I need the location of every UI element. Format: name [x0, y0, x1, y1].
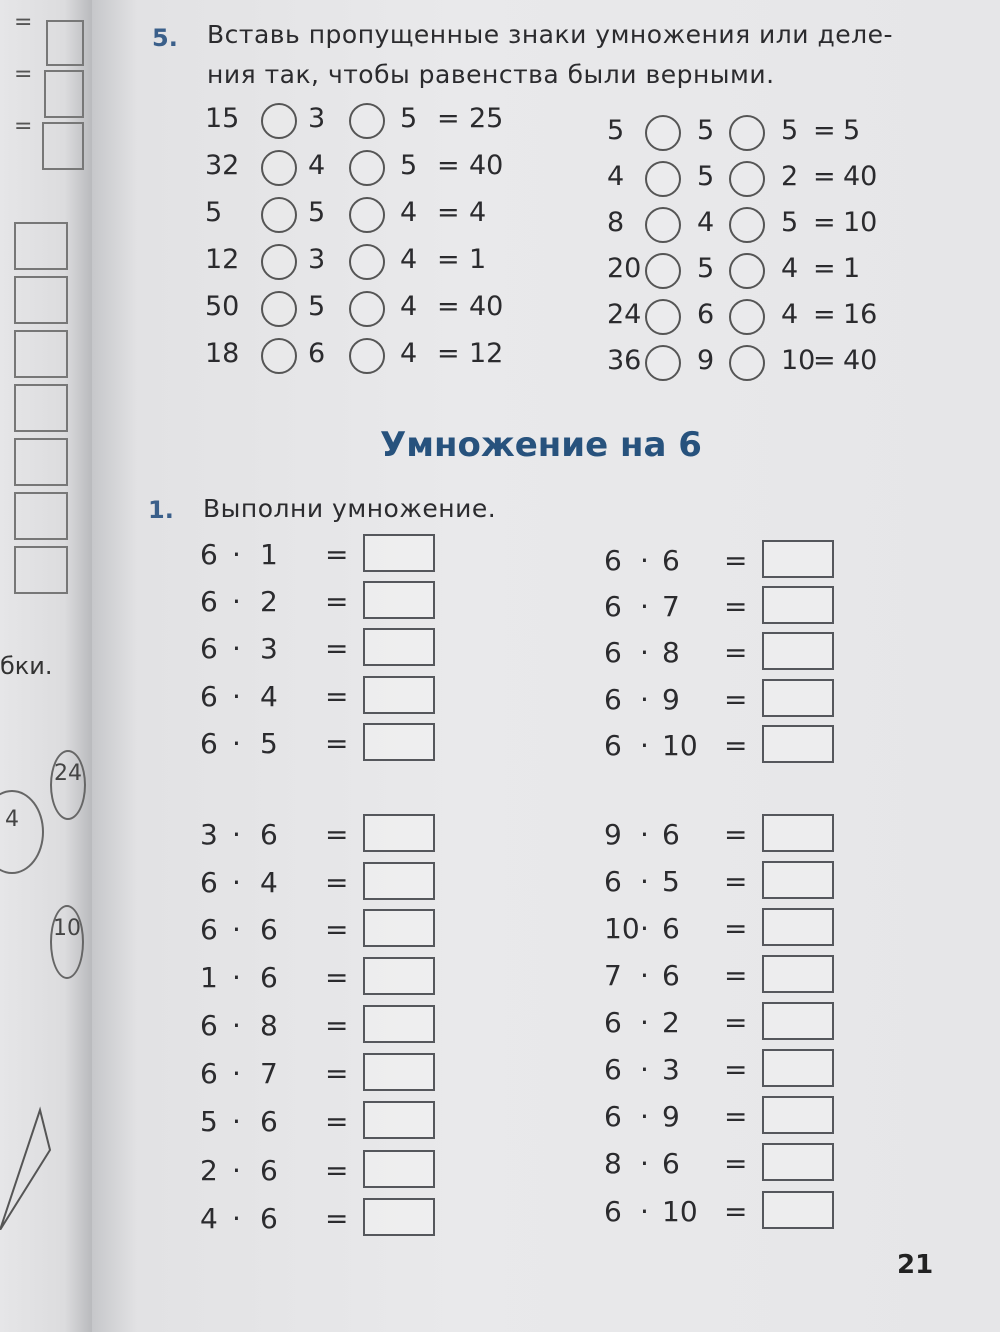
- answer-box[interactable]: [762, 1049, 834, 1087]
- factor-b: 4: [260, 866, 278, 899]
- multiplication-row: [200, 866, 460, 906]
- equals-sign: =: [813, 115, 836, 146]
- sign-circle-2[interactable]: [349, 197, 385, 233]
- multiplication-row: [200, 585, 460, 625]
- sign-circle-2[interactable]: [729, 299, 765, 335]
- sign-circle-2[interactable]: [729, 161, 765, 197]
- operand-a: 5: [205, 197, 223, 228]
- equals-sign: =: [724, 1006, 748, 1039]
- sign-circle-2[interactable]: [729, 115, 765, 151]
- equation-row: [205, 150, 525, 190]
- factor-b: 9: [662, 1100, 680, 1133]
- multiplication-row: [200, 680, 460, 720]
- operand-b: 6: [697, 299, 715, 330]
- factor-a: 6: [200, 866, 218, 899]
- answer-box[interactable]: [363, 1150, 435, 1188]
- multiplication-row: [200, 1105, 460, 1145]
- operand-b: 5: [308, 291, 326, 322]
- answer-box[interactable]: [762, 1096, 834, 1134]
- equation-row: [205, 197, 525, 237]
- equals-sign: =: [724, 544, 748, 577]
- factor-a: 6: [200, 913, 218, 946]
- result: 40: [469, 150, 504, 181]
- answer-box[interactable]: [762, 632, 834, 670]
- result: 4: [469, 197, 487, 228]
- operand-c: 4: [781, 299, 799, 330]
- factor-b: 3: [260, 632, 278, 665]
- operand-c: 5: [781, 115, 799, 146]
- task1-number: 1.: [148, 496, 174, 524]
- factor-a: 3: [200, 818, 218, 851]
- sign-circle-2[interactable]: [349, 291, 385, 327]
- answer-box[interactable]: [762, 1143, 834, 1181]
- factor-a: 2: [200, 1154, 218, 1187]
- multiplication-row: [604, 1006, 864, 1046]
- strip-answer-box: [46, 20, 84, 66]
- strip-equals: =: [14, 10, 33, 35]
- operand-c: 4: [400, 338, 418, 369]
- equals-sign: =: [325, 1057, 349, 1090]
- multiply-sign: ·: [232, 585, 241, 618]
- equals-sign: =: [724, 1147, 748, 1180]
- page-number: 21: [897, 1250, 934, 1280]
- multiply-sign: ·: [232, 1202, 241, 1235]
- factor-a: 6: [200, 727, 218, 760]
- factor-a: 6: [200, 632, 218, 665]
- task5-number: 5.: [152, 24, 178, 52]
- factor-b: 8: [260, 1009, 278, 1042]
- equals-sign: =: [325, 818, 349, 851]
- factor-a: 6: [604, 865, 622, 898]
- operand-c: 5: [400, 150, 418, 181]
- factor-a: 6: [604, 1006, 622, 1039]
- equals-sign: =: [724, 959, 748, 992]
- answer-box[interactable]: [762, 955, 834, 993]
- answer-box[interactable]: [762, 586, 834, 624]
- multiply-sign: ·: [640, 1100, 649, 1133]
- result: 16: [843, 299, 878, 330]
- multiplication-row: [604, 1195, 864, 1235]
- sign-circle-1[interactable]: [645, 161, 681, 197]
- answer-box[interactable]: [762, 1002, 834, 1040]
- operand-c: 4: [781, 253, 799, 284]
- multiply-sign: ·: [232, 1154, 241, 1187]
- multiplication-row: [200, 1202, 460, 1242]
- strip-answer-box: [14, 438, 68, 486]
- answer-box[interactable]: [363, 814, 435, 852]
- sign-circle-2[interactable]: [729, 253, 765, 289]
- operand-c: 5: [400, 103, 418, 134]
- strip-fragment-text: бки.: [0, 652, 53, 680]
- operand-a: 5: [607, 115, 625, 146]
- operand-b: 5: [697, 253, 715, 284]
- equals-sign: =: [724, 683, 748, 716]
- multiplication-row: [604, 912, 864, 952]
- factor-b: 5: [662, 865, 680, 898]
- factor-b: 6: [260, 1154, 278, 1187]
- result: 1: [469, 244, 487, 275]
- operand-a: 24: [607, 299, 642, 330]
- sign-circle-1[interactable]: [261, 338, 297, 374]
- multiply-sign: ·: [640, 1006, 649, 1039]
- answer-box[interactable]: [363, 1198, 435, 1236]
- equation-row: [607, 345, 927, 385]
- factor-a: 5: [200, 1105, 218, 1138]
- multiply-sign: ·: [640, 818, 649, 851]
- factor-a: 6: [604, 636, 622, 669]
- equation-row: [607, 115, 927, 155]
- operand-c: 5: [781, 207, 799, 238]
- factor-a: 4: [200, 1202, 218, 1235]
- operand-a: 15: [205, 103, 240, 134]
- multiply-sign: ·: [640, 590, 649, 623]
- factor-b: 6: [662, 818, 680, 851]
- strip-answer-box: [14, 330, 68, 378]
- factor-b: 1: [260, 538, 278, 571]
- equals-sign: =: [813, 161, 836, 192]
- equals-sign: =: [325, 1202, 349, 1235]
- result: 12: [469, 338, 504, 369]
- multiply-sign: ·: [232, 1105, 241, 1138]
- factor-b: 6: [260, 818, 278, 851]
- multiply-sign: ·: [232, 538, 241, 571]
- operand-a: 18: [205, 338, 240, 369]
- strip-equals: =: [14, 62, 33, 87]
- operand-a: 36: [607, 345, 642, 376]
- multiplication-row: [604, 544, 864, 584]
- factor-b: 10: [662, 729, 698, 762]
- task5-text-line1: Вставь пропущенные знаки умножения или деле-: [207, 20, 894, 49]
- factor-a: 6: [604, 1053, 622, 1086]
- answer-box[interactable]: [762, 861, 834, 899]
- strip-answer-box: [14, 384, 68, 432]
- factor-a: 6: [200, 538, 218, 571]
- factor-b: 5: [260, 727, 278, 760]
- factor-a: 6: [604, 729, 622, 762]
- sign-circle-1[interactable]: [645, 299, 681, 335]
- multiply-sign: ·: [232, 680, 241, 713]
- operand-a: 32: [205, 150, 240, 181]
- equals-sign: =: [724, 912, 748, 945]
- section-title: Умножение на 6: [380, 425, 702, 465]
- factor-a: 9: [604, 818, 622, 851]
- sign-circle-1[interactable]: [261, 103, 297, 139]
- multiply-sign: ·: [640, 729, 649, 762]
- equation-row: [205, 338, 525, 378]
- equation-row: [607, 253, 927, 293]
- equals-sign: =: [325, 1105, 349, 1138]
- task5-text-line2: ния так, чтобы равенства были верными.: [207, 60, 775, 89]
- sign-circle-2[interactable]: [729, 345, 765, 381]
- equation-row: [607, 161, 927, 201]
- equals-sign: =: [325, 913, 349, 946]
- sign-circle-2[interactable]: [349, 103, 385, 139]
- multiply-sign: ·: [640, 959, 649, 992]
- factor-a: 7: [604, 959, 622, 992]
- operand-a: 8: [607, 207, 625, 238]
- equals-sign: =: [325, 1009, 349, 1042]
- answer-box[interactable]: [363, 676, 435, 714]
- equals-sign: =: [724, 818, 748, 851]
- factor-a: 1: [200, 961, 218, 994]
- operand-b: 3: [308, 244, 326, 275]
- equals-sign: =: [325, 680, 349, 713]
- answer-box[interactable]: [762, 1191, 834, 1229]
- equals-sign: =: [724, 1053, 748, 1086]
- multiplication-row: [200, 1154, 460, 1194]
- equals-sign: =: [437, 338, 460, 369]
- factor-a: 6: [604, 1195, 622, 1228]
- operand-b: 5: [308, 197, 326, 228]
- sign-circle-1[interactable]: [261, 244, 297, 280]
- multiply-sign: ·: [232, 727, 241, 760]
- equals-sign: =: [724, 729, 748, 762]
- result: 40: [469, 291, 504, 322]
- sign-circle-2[interactable]: [349, 150, 385, 186]
- left-page-strip: [0, 0, 92, 1332]
- factor-a: 6: [604, 590, 622, 623]
- sign-circle-1[interactable]: [261, 150, 297, 186]
- equation-row: [607, 207, 927, 247]
- answer-box[interactable]: [363, 1053, 435, 1091]
- multiplication-row: [200, 1057, 460, 1097]
- result: 10: [843, 207, 878, 238]
- factor-b: 3: [662, 1053, 680, 1086]
- strip-answer-box: [14, 492, 68, 540]
- multiply-sign: ·: [640, 683, 649, 716]
- factor-b: 9: [662, 683, 680, 716]
- multiply-sign: ·: [640, 865, 649, 898]
- answer-box[interactable]: [363, 862, 435, 900]
- equals-sign: =: [813, 345, 836, 376]
- sign-circle-2[interactable]: [729, 207, 765, 243]
- operand-b: 4: [697, 207, 715, 238]
- factor-b: 6: [260, 913, 278, 946]
- multiplication-row: [200, 632, 460, 672]
- factor-a: 8: [604, 1147, 622, 1180]
- factor-a: 6: [200, 1057, 218, 1090]
- answer-box[interactable]: [363, 1101, 435, 1139]
- strip-answer-box: [14, 222, 68, 270]
- factor-b: 7: [662, 590, 680, 623]
- sign-circle-1[interactable]: [645, 115, 681, 151]
- equals-sign: =: [724, 590, 748, 623]
- equals-sign: =: [437, 291, 460, 322]
- equals-sign: =: [437, 244, 460, 275]
- multiply-sign: ·: [232, 913, 241, 946]
- multiplication-row: [200, 961, 460, 1001]
- multiplication-row: [200, 727, 460, 767]
- operand-b: 5: [697, 115, 715, 146]
- answer-box[interactable]: [363, 581, 435, 619]
- strip-answer-box: [14, 546, 68, 594]
- equals-sign: =: [813, 299, 836, 330]
- factor-b: 6: [662, 544, 680, 577]
- multiply-sign: ·: [640, 1053, 649, 1086]
- equals-sign: =: [724, 865, 748, 898]
- factor-b: 10: [662, 1195, 698, 1228]
- operand-b: 9: [697, 345, 715, 376]
- equals-sign: =: [325, 585, 349, 618]
- answer-box[interactable]: [363, 1005, 435, 1043]
- factor-a: 10: [604, 912, 640, 945]
- factor-a: 6: [604, 544, 622, 577]
- equals-sign: =: [724, 1195, 748, 1228]
- equation-row: [205, 291, 525, 331]
- multiply-sign: ·: [232, 1057, 241, 1090]
- multiplication-row: [604, 818, 864, 858]
- result: 40: [843, 161, 878, 192]
- multiplication-row: [604, 1147, 864, 1187]
- multiplication-row: [604, 590, 864, 630]
- operand-c: 4: [400, 244, 418, 275]
- factor-b: 4: [260, 680, 278, 713]
- equation-row: [205, 244, 525, 284]
- multiplication-row: [604, 636, 864, 676]
- strip-ball-label: 10: [53, 916, 81, 941]
- sign-circle-2[interactable]: [349, 244, 385, 280]
- multiplication-row: [604, 683, 864, 723]
- factor-b: 6: [260, 1202, 278, 1235]
- equals-sign: =: [437, 197, 460, 228]
- operand-c: 2: [781, 161, 799, 192]
- operand-a: 50: [205, 291, 240, 322]
- result: 5: [843, 115, 861, 146]
- operand-b: 3: [308, 103, 326, 134]
- operand-a: 12: [205, 244, 240, 275]
- multiplication-row: [604, 959, 864, 999]
- strip-ball-label: 24: [54, 761, 82, 786]
- equals-sign: =: [325, 961, 349, 994]
- operand-b: 5: [697, 161, 715, 192]
- multiply-sign: ·: [640, 1147, 649, 1180]
- operand-c: 4: [400, 291, 418, 322]
- answer-box[interactable]: [363, 957, 435, 995]
- answer-box[interactable]: [363, 909, 435, 947]
- factor-b: 2: [260, 585, 278, 618]
- answer-box[interactable]: [363, 723, 435, 761]
- sign-circle-1[interactable]: [261, 291, 297, 327]
- multiplication-row: [604, 1053, 864, 1093]
- multiply-sign: ·: [640, 912, 649, 945]
- multiplication-row: [604, 729, 864, 769]
- factor-a: 6: [200, 1009, 218, 1042]
- factor-b: 6: [260, 1105, 278, 1138]
- equals-sign: =: [325, 1154, 349, 1187]
- multiply-sign: ·: [232, 961, 241, 994]
- equals-sign: =: [437, 103, 460, 134]
- answer-box[interactable]: [762, 814, 834, 852]
- factor-a: 6: [200, 585, 218, 618]
- strip-ball-10: [50, 905, 84, 979]
- result: 25: [469, 103, 504, 134]
- operand-b: 6: [308, 338, 326, 369]
- equals-sign: =: [724, 1100, 748, 1133]
- multiplication-row: [200, 1009, 460, 1049]
- equals-sign: =: [437, 150, 460, 181]
- factor-b: 6: [662, 912, 680, 945]
- sign-circle-2[interactable]: [349, 338, 385, 374]
- operand-b: 4: [308, 150, 326, 181]
- multiplication-row: [604, 1100, 864, 1140]
- strip-answer-box: [42, 122, 84, 170]
- task1-text: Выполни умножение.: [203, 494, 497, 523]
- factor-b: 2: [662, 1006, 680, 1039]
- equals-sign: =: [325, 632, 349, 665]
- sign-circle-1[interactable]: [645, 253, 681, 289]
- operand-a: 4: [607, 161, 625, 192]
- equals-sign: =: [325, 866, 349, 899]
- multiply-sign: ·: [232, 1009, 241, 1042]
- multiplication-row: [200, 913, 460, 953]
- multiply-sign: ·: [640, 1195, 649, 1228]
- factor-a: 6: [200, 680, 218, 713]
- factor-b: 7: [260, 1057, 278, 1090]
- factor-b: 6: [662, 959, 680, 992]
- answer-box[interactable]: [762, 679, 834, 717]
- equals-sign: =: [813, 253, 836, 284]
- multiply-sign: ·: [232, 632, 241, 665]
- strip-ball-24: [50, 750, 86, 820]
- factor-a: 6: [604, 1100, 622, 1133]
- strip-answer-box: [14, 276, 68, 324]
- sign-circle-1[interactable]: [645, 345, 681, 381]
- equals-sign: =: [724, 636, 748, 669]
- result: 40: [843, 345, 878, 376]
- multiply-sign: ·: [640, 544, 649, 577]
- equation-row: [607, 299, 927, 339]
- equals-sign: =: [813, 207, 836, 238]
- operand-a: 20: [607, 253, 642, 284]
- answer-box[interactable]: [762, 725, 834, 763]
- factor-a: 6: [604, 683, 622, 716]
- equals-sign: =: [325, 727, 349, 760]
- strip-pencil-drawing: [0, 1090, 60, 1230]
- strip-ball-4: [0, 790, 44, 874]
- multiply-sign: ·: [232, 818, 241, 851]
- sign-circle-1[interactable]: [645, 207, 681, 243]
- equation-row: [205, 103, 525, 143]
- equals-sign: =: [325, 538, 349, 571]
- sign-circle-1[interactable]: [261, 197, 297, 233]
- strip-ball-label: 4: [5, 807, 19, 832]
- answer-box[interactable]: [762, 540, 834, 578]
- answer-box[interactable]: [363, 534, 435, 572]
- multiplication-row: [200, 818, 460, 858]
- answer-box[interactable]: [363, 628, 435, 666]
- result: 1: [843, 253, 861, 284]
- answer-box[interactable]: [762, 908, 834, 946]
- strip-answer-box: [44, 70, 84, 118]
- operand-c: 10: [781, 345, 816, 376]
- multiplication-row: [604, 865, 864, 905]
- factor-b: 6: [662, 1147, 680, 1180]
- multiply-sign: ·: [640, 636, 649, 669]
- operand-c: 4: [400, 197, 418, 228]
- factor-b: 8: [662, 636, 680, 669]
- strip-equals: =: [14, 114, 33, 139]
- factor-b: 6: [260, 961, 278, 994]
- multiplication-row: [200, 538, 460, 578]
- multiply-sign: ·: [232, 866, 241, 899]
